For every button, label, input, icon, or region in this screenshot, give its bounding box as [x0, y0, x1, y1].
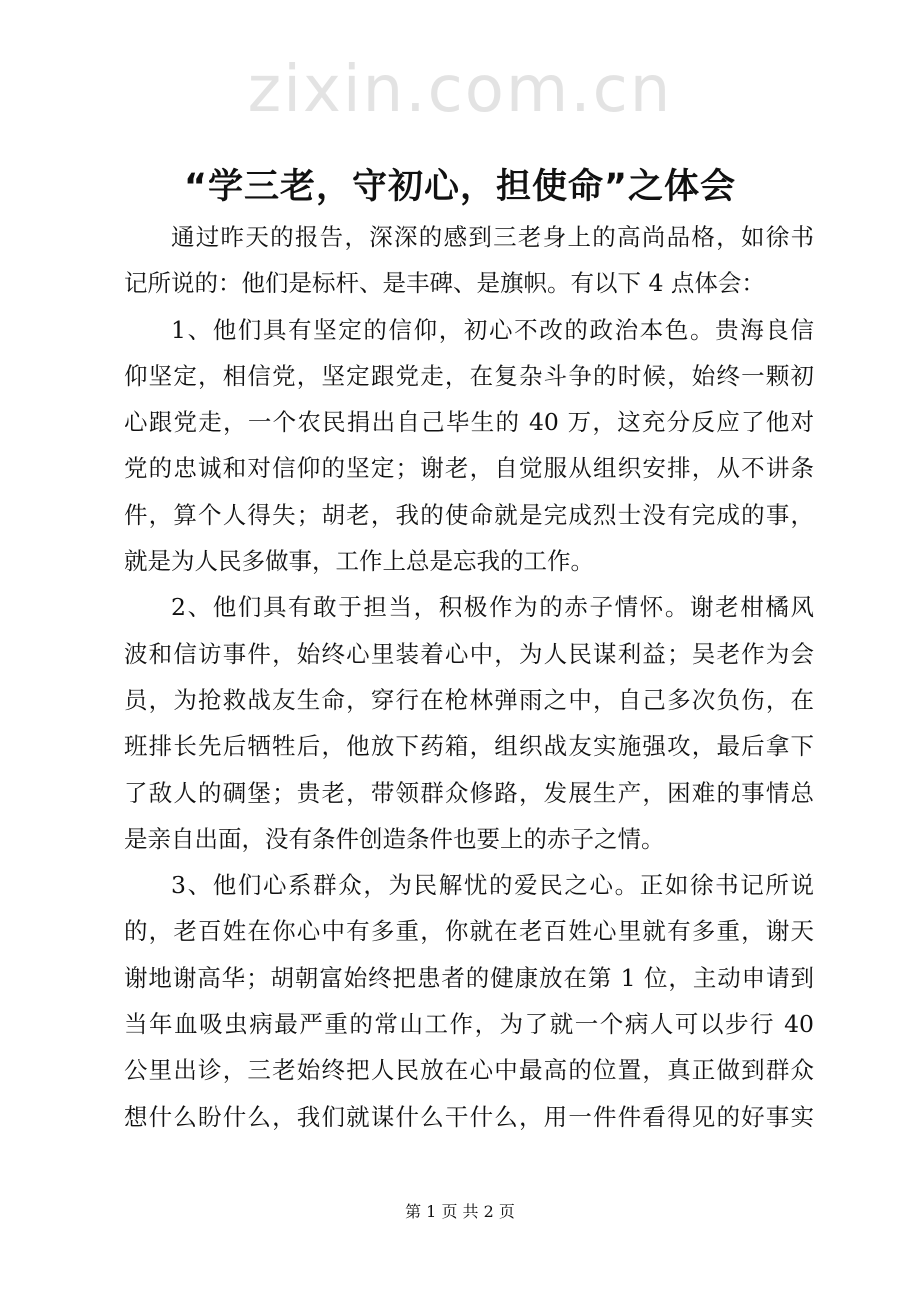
paragraph-line: 仰坚定，相信党，坚定跟党走，在复杂斗争的时候，始终一颗初: [124, 361, 814, 390]
paragraph-line: 公里出诊，三老始终把人民放在心中最高的位置，真正做到群众: [124, 1056, 814, 1085]
paragraph-line: 波和信访事件，始终心里装着心中，为人民谋利益；吴老作为会: [124, 639, 814, 668]
document-body: [124, 214, 814, 1140]
paragraph-line: 员，为抢救战友生命，穿行在枪林弹雨之中，自己多次负伤，在: [124, 685, 814, 714]
paragraph-line: 3、他们心系群众，为民解忧的爱民之心。正如徐书记所说: [171, 871, 814, 900]
paragraph-line: 了敌人的碉堡；贵老，带领群众修路，发展生产，困难的事情总: [124, 778, 814, 807]
paragraph-line: 1、他们具有坚定的信仰，初心不改的政治本色。贵海良信: [171, 315, 814, 344]
paragraph-line: 心跟党走，一个农民捐出自己毕生的 40 万，这充分反应了他对: [124, 408, 814, 437]
paragraph-line: 通过昨天的报告，深深的感到三老身上的高尚品格，如徐书: [171, 223, 814, 251]
paragraph: [124, 862, 814, 1140]
paragraph: [124, 584, 814, 862]
paragraph-line: 谢地谢高华；胡朝富始终把患者的健康放在第 1 位，主动申请到: [124, 963, 814, 992]
watermark: zixin.com.cn: [247, 53, 673, 127]
paragraph-line: 就是为人民多做事，工作上总是忘我的工作。: [124, 547, 594, 576]
paragraph-line: 的，老百姓在你心中有多重，你就在老百姓心里就有多重，谢天: [124, 917, 814, 946]
paragraph-line: 件，算个人得失；胡老，我的使命就是完成烈士没有完成的事，: [124, 500, 814, 529]
paragraph-line: 班排长先后牺牲后，他放下药箱，组织战友实施强攻，最后拿下: [124, 732, 814, 761]
paragraph-line: 是亲自出面，没有条件创造条件也要上的赤子之情。: [124, 824, 665, 853]
page-footer: 第 1 页 共 2 页: [405, 1202, 515, 1221]
document-title: “学三老，守初心，担使命”之体会: [183, 167, 736, 207]
paragraph-line: 当年血吸虫病最严重的常山工作，为了就一个病人可以步行 40: [124, 1010, 814, 1039]
paragraph-line: 想什么盼什么，我们就谋什么干什么，用一件件看得见的好事实: [124, 1102, 814, 1131]
paragraph-line: 记所说的：他们是标杆、是丰碑、是旗帜。有以下 4 点体会：: [124, 269, 765, 298]
paragraph-line: 2、他们具有敢于担当，积极作为的赤子情怀。谢老柑橘风: [171, 593, 814, 622]
paragraph: [124, 307, 814, 585]
paragraph-line: 党的忠诚和对信仰的坚定；谢老，自觉服从组织安排，从不讲条: [124, 454, 814, 483]
paragraph: [124, 214, 814, 307]
